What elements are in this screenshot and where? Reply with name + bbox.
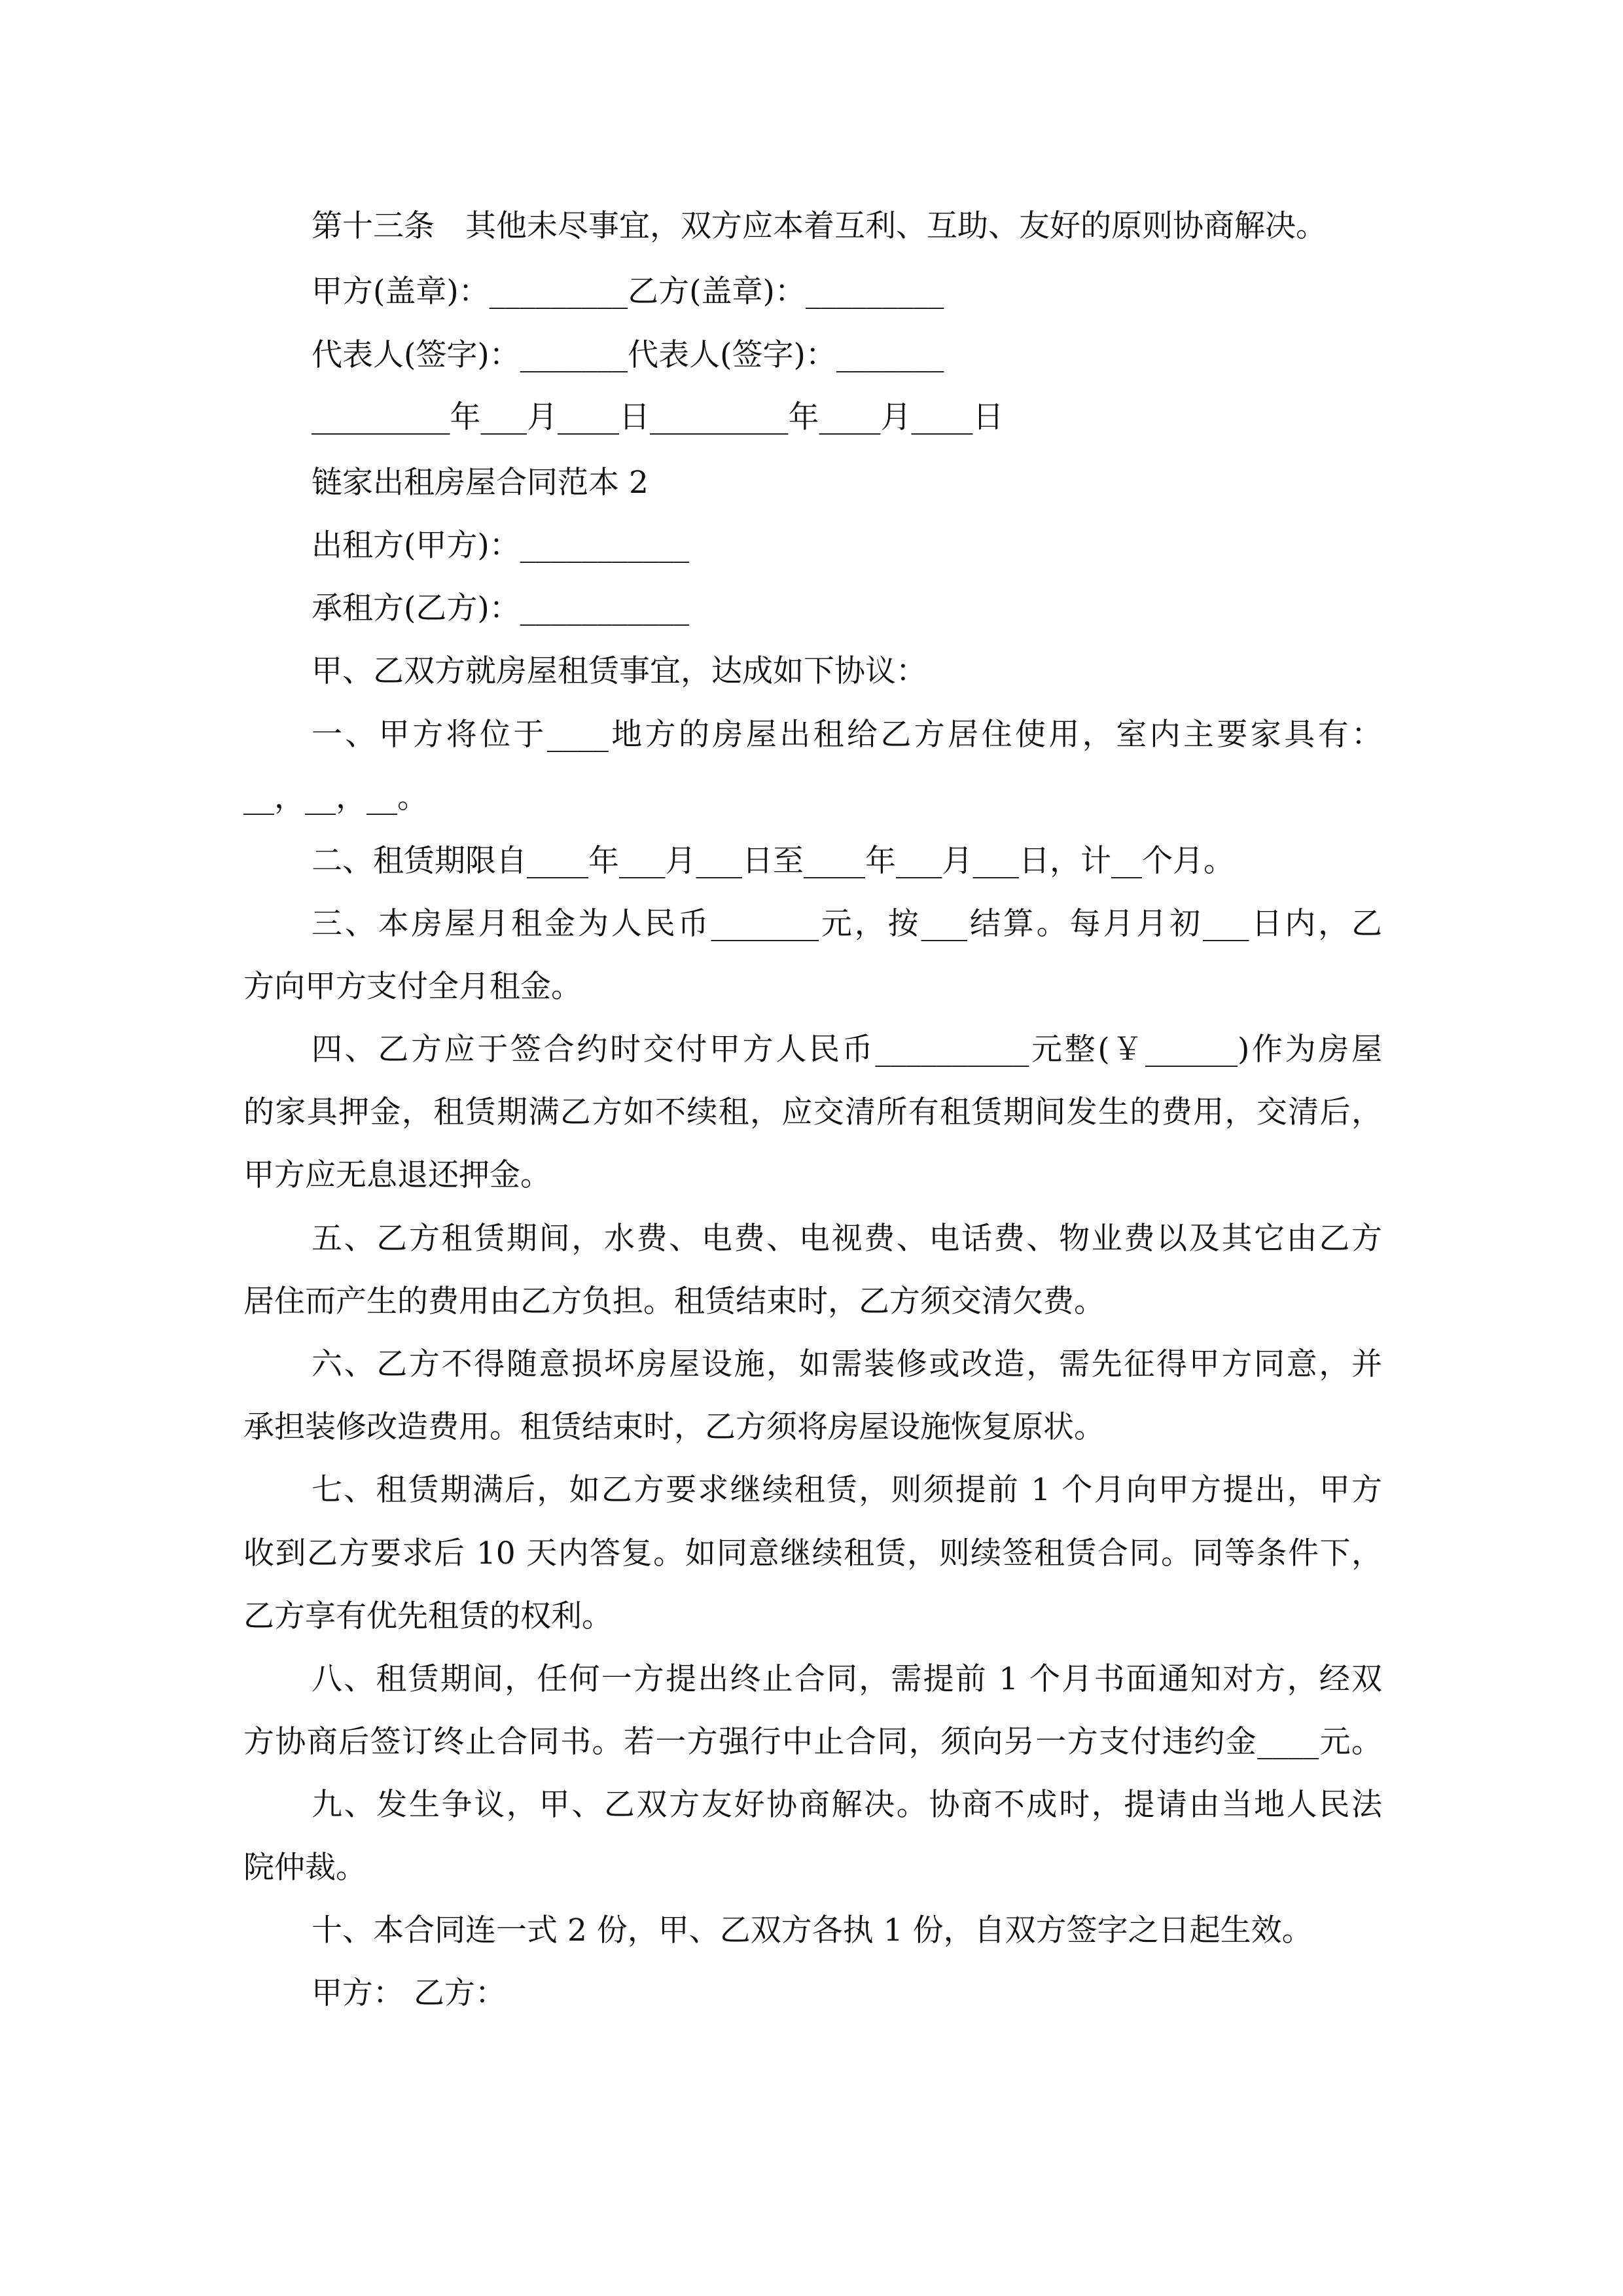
clause-8-line-1: 八、租赁期间，任何一方提出终止合同，需提前 1 个月书面通知对方，经双 xyxy=(312,1661,1382,1697)
clause-4-line-3: 甲方应无息退还押金。 xyxy=(243,1157,551,1193)
clause-4-line-1: 四、乙方应于签合约时交付甲方人民币__________元整(￥______)作为房屋 xyxy=(312,1031,1382,1067)
clause-1-line-2: __，__，__。 xyxy=(243,780,428,816)
clause-2-line: 二、租赁期限自____年___月___日至____年___月___日，计__个月。 xyxy=(312,843,1234,879)
lessor-line: 出租方(甲方)：___________ xyxy=(312,528,690,564)
clause-7-line-2: 收到乙方要求后 10 天内答复。如同意继续租赁，则续签租赁合同。同等条件下， xyxy=(243,1535,1382,1571)
clause-7-line-3: 乙方享有优先租赁的权利。 xyxy=(243,1598,613,1634)
signature-parties-line: 甲方： 乙方： xyxy=(312,1975,506,2011)
date-line: _________年___月____日_________年____月____日 xyxy=(312,399,1004,435)
agreement-intro-line: 甲、乙双方就房屋租赁事宜，达成如下协议： xyxy=(312,653,927,689)
clause-3-line-2: 方向甲方支付全月租金。 xyxy=(243,969,582,1005)
section-title: 链家出租房屋合同范本 2 xyxy=(312,465,649,501)
clause-10-line: 十、本合同连一式 2 份，甲、乙双方各执 1 份，自双方签字之日起生效。 xyxy=(312,1912,1313,1948)
seal-line: 甲方(盖章)：_________乙方(盖章)：_________ xyxy=(312,274,944,310)
clause-5-line-2: 居住而产生的费用由乙方负担。租赁结束时，乙方须交清欠费。 xyxy=(243,1283,1105,1319)
clause-1-line-1: 一、甲方将位于____地方的房屋出租给乙方居住使用，室内主要家具有： xyxy=(312,717,1382,753)
clause-3-line-1: 三、本房屋月租金为人民币_______元，按___结算。每月月初___日内，乙 xyxy=(312,906,1382,942)
lessee-line: 承租方(乙方)：___________ xyxy=(312,590,690,626)
clause-9-line-1: 九、发生争议，甲、乙双方友好协商解决。协商不成时，提请由当地人民法 xyxy=(312,1787,1382,1823)
clause-6-line-1: 六、乙方不得随意损坏房屋设施，如需装修或改造，需先征得甲方同意，并 xyxy=(312,1346,1382,1382)
clause-8-line-2: 方协商后签订终止合同书。若一方强行中止合同，须向另一方支付违约金____元。 xyxy=(243,1724,1382,1760)
representative-signature-line: 代表人(签字)：_______代表人(签字)：_______ xyxy=(312,337,944,373)
article-13-line: 第十三条 其他未尽事宜，双方应本着互利、互助、友好的原则协商解决。 xyxy=(312,208,1327,244)
clause-6-line-2: 承担装修改造费用。租赁结束时，乙方须将房屋设施恢复原状。 xyxy=(243,1409,1105,1445)
clause-7-line-1: 七、租赁期满后，如乙方要求继续租赁，则须提前 1 个月向甲方提出，甲方 xyxy=(312,1472,1382,1508)
clause-5-line-1: 五、乙方租赁期间，水费、电费、电视费、电话费、物业费以及其它由乙方 xyxy=(312,1221,1382,1257)
clause-4-line-2: 的家具押金，租赁期满乙方如不续租，应交清所有租赁期间发生的费用，交清后， xyxy=(243,1094,1382,1130)
clause-9-line-2: 院仲裁。 xyxy=(243,1850,366,1886)
